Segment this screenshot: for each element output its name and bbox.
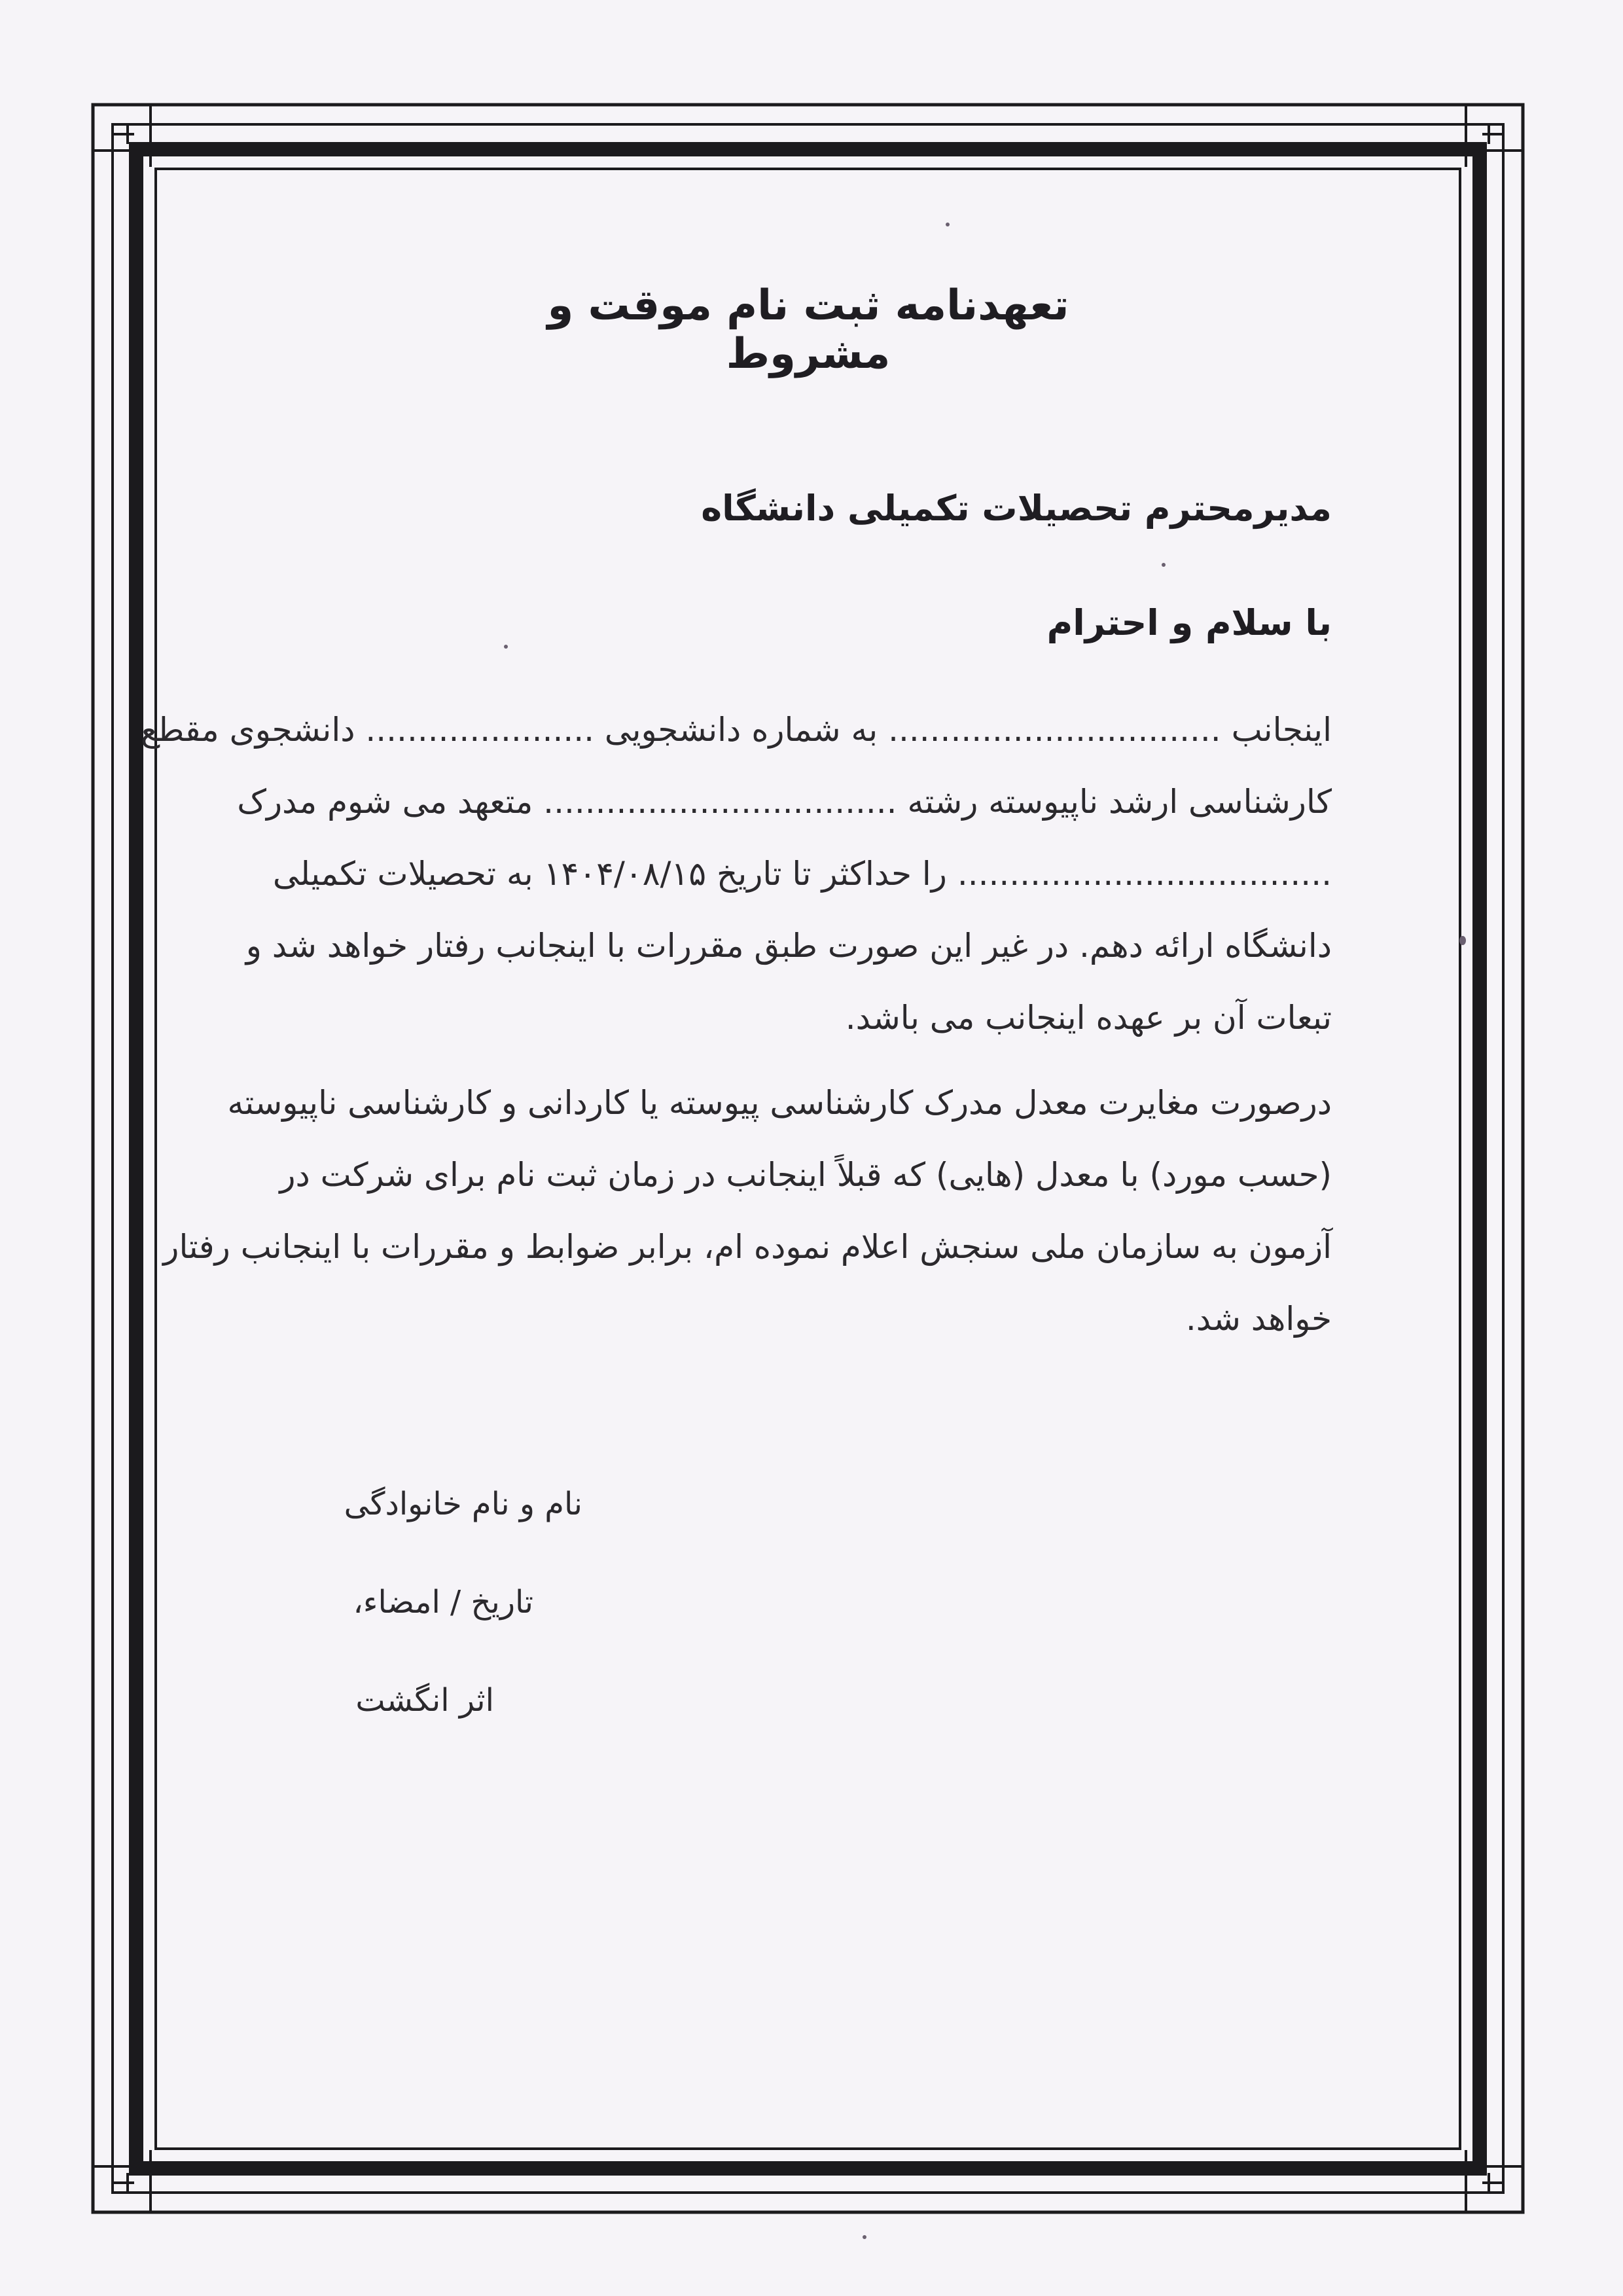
paragraph-line: آزمون به سازمان ملی سنجش اعلام نموده ام، برابر ضوابط و مقررات با اینجانب رفتار (163, 1228, 1332, 1266)
scan-speck (946, 223, 950, 226)
paragraph-line: دانشگاه ارائه دهم. در غیر این صورت طبق مقررات با اینجانب رفتار خواهد شد و (245, 927, 1332, 965)
paragraph-line: (حسب مورد) با معدل (هایی) که قبلاً اینجانب در زمان ثبت نام برای شرکت در (279, 1156, 1332, 1194)
scan-speck (1162, 563, 1166, 567)
paragraph-line: درصورت مغایرت معدل مدرک کارشناسی پیوسته یا کاردانی و کارشناسی ناپیوسته (227, 1084, 1332, 1122)
paragraph-line: خواهد شد. (1185, 1300, 1332, 1338)
scan-speck (1459, 936, 1466, 945)
addressee-heading: مدیرمحترم تحصیلات تکمیلی دانشگاه (701, 488, 1332, 529)
date-signature-label: تاریخ / امضاء، (353, 1584, 533, 1621)
paragraph-line: اینجانب ................................ به شماره دانشجویی ...................... دانشجوی مقطع (140, 711, 1332, 749)
paragraph-line: تبعات آن بر عهده اینجانب می باشد. (845, 999, 1332, 1037)
fingerprint-label: اثر انگشت (355, 1682, 494, 1719)
greeting: با سلام و احترام (1046, 602, 1332, 643)
scan-speck (863, 2235, 866, 2239)
scan-speck (504, 645, 508, 649)
full-name-label: نام و نام خانوادگی (344, 1486, 582, 1522)
document-title: تعهدنامه ثبت نام موقت و مشروط (547, 281, 1069, 378)
gpa-discrepancy-paragraph (163, 1067, 1332, 1355)
commitment-paragraph (140, 694, 1332, 1054)
paragraph-line: .................................... را حداکثر تا تاریخ ۱۴۰۴/۰۸/۱۵ به تحصیلات تکمیلی (272, 855, 1332, 893)
paragraph-line: کارشناسی ارشد ناپیوسته رشته .................................. متعهد می شوم مدرک (237, 783, 1332, 821)
